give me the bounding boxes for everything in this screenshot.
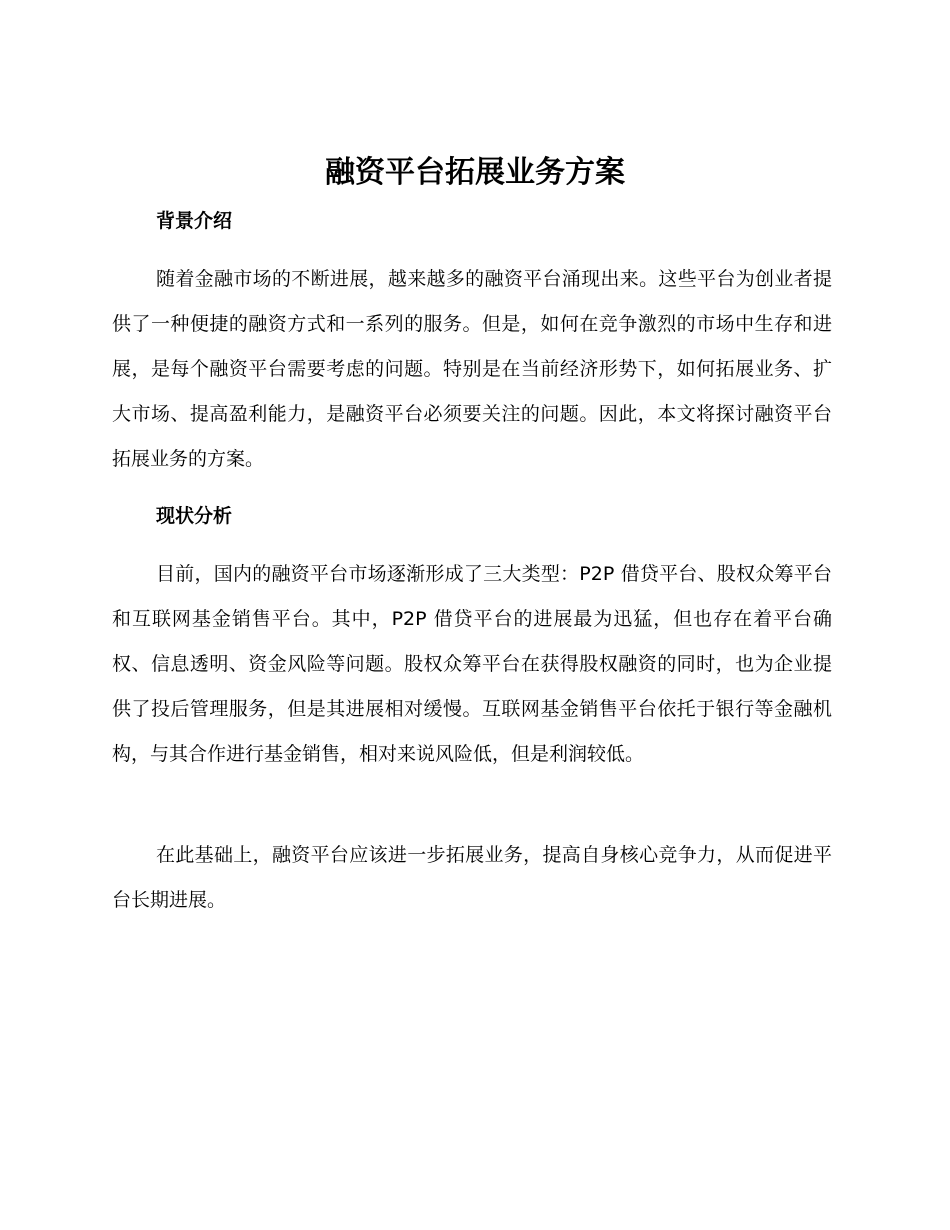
document-title: 融资平台拓展业务方案 (325, 155, 625, 190)
paragraph-status-analysis-1: 目前，国内的融资平台市场逐渐形成了三大类型：P2P 借贷平台、股权众筹平台和互联网基金销售平台。其中，P2P 借贷平台的进展最为迅猛，但也存在着平台确权、信息透明、资金风险等问题。股权众筹平台在获得股权融资的同时，也为企业提供了投后管理服务，但是其进展相对缓慢。互联网基金销售平台依托于银行等金融机构，与其合作进行基金销售，相对来说风险低，但是利润较低。 (112, 563, 832, 765)
section-heading-status-analysis: 现状分析 (156, 505, 233, 527)
paragraph-status-analysis-2: 在此基础上，融资平台应该进一步拓展业务，提高自身核心竞争力，从而促进平台长期进展。 (112, 844, 832, 911)
paragraph-background: 随着金融市场的不断进展，越来越多的融资平台涌现出来。这些平台为创业者提供了一种便捷的融资方式和一系列的服务。但是，如何在竞争激烈的市场中生存和进展，是每个融资平台需要考虑的问题。特别是在当前经济形势下，如何拓展业务、扩大市场、提高盈利能力，是融资平台必须要关注的问题。因此，本文将探讨融资平台拓展业务的方案。 (112, 268, 832, 470)
section-heading-background: 背景介绍 (156, 210, 233, 232)
